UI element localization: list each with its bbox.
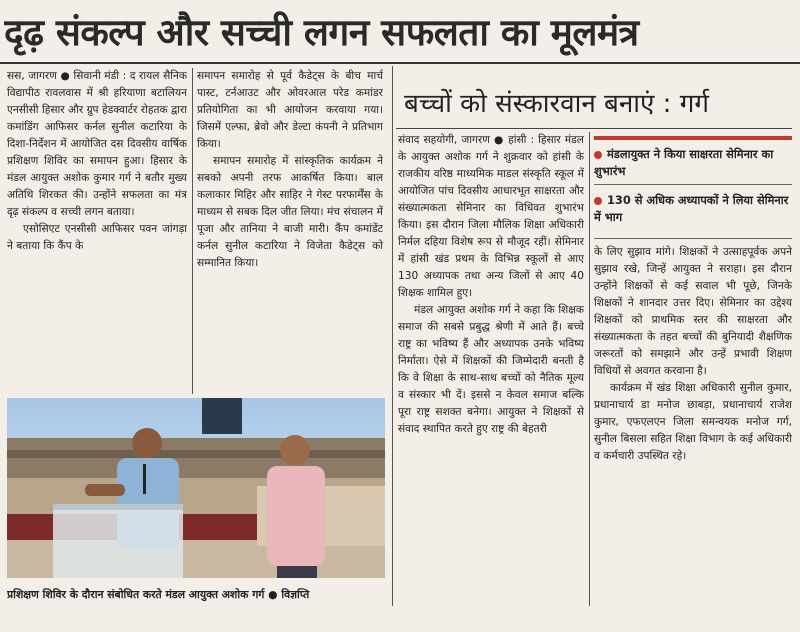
main-headline: दृढ़ संकल्प और सच्ची लगन सफलता का मूलमंत्र bbox=[4, 11, 639, 54]
highlight-separator-bottom bbox=[594, 238, 792, 239]
column-divider bbox=[192, 68, 193, 394]
story2-paragraph4: कार्यक्रम में खंड शिक्षा अधिकारी सुनील कुमार, प्रधानाचार्य डा मनोज छाबड़ा, प्रधानाचार्य राजेश कुमार, एफएलएन जिला समन्वयक मनोज गर्ग, सुनील बिसला सहित शिक्षा विभाग के कई अधिकारी व कर्मचारी उपस्थित रहे। bbox=[594, 382, 792, 462]
story2-paragraph3: के लिए सुझाव मांगे। शिक्षकों ने उत्साहपूर्वक अपने सुझाव रखे, जिन्हें आयुक्त ने सराहा। इस दौरान उन्होंने शिक्षकों से कई सवाल भी पूछे, जिनके शिक्षकों ने शानदार उत्तर दिए। सेमिनार का उद्देश्य शिक्षकों को प्राथमिक स्तर की साक्षरता और संख्यात्मकता के तहत बच्चों की बुनियादी शैक्षणिक जरूरतों को समझाने और उन्हें प्रभावी शिक्षण विधियों से अवगत करवाना है। bbox=[594, 246, 792, 377]
story1-paragraph3: समापन समारोह से पूर्व कैडेट्स के बीच मार्च पास्ट, टर्नआउट और ओवरआल परेड कमांडर प्रतियोगिता का भी आयोजन करवाया गया। जिसमें एल्फा, ब्रेवो और डेल्टा कंपनी ने प्रतिभाग किया। bbox=[197, 70, 383, 150]
highlight-bar bbox=[594, 136, 792, 140]
story2-column1 bbox=[398, 132, 584, 606]
subhead-rule bbox=[396, 128, 792, 129]
column-divider-2 bbox=[589, 132, 590, 606]
event-photo bbox=[7, 398, 385, 578]
bullet-icon bbox=[594, 151, 602, 159]
photo-illustration bbox=[7, 398, 385, 578]
highlight-item-1: मंडलायुक्त ने किया साक्षरता सेमिनार का शुभारंभ bbox=[594, 147, 774, 178]
story1-paragraph2: एसोसिएट एनसीसी आफिसर पवन जांगड़ा ने बताया कि कैंप के bbox=[7, 223, 187, 252]
story2-column2 bbox=[594, 244, 792, 606]
story1-paragraph1: सस, जागरण ● सिवानी मंडी : द रायल सैनिक विद्यापीठ रावलवास में श्री हरियाणा बटालियन एनसीसी हिसार और ग्रुप हेडक्वार्टर रोहतक द्वारा कमांडिंग आफिसर कर्नल सुनील कटारिया के दिशा-निर्देशन में आयोजित दस दिवसीय वार्षिक प्रशिक्षण शिविर का समापन हुआ। हिसार के मंडल आयुक्त अशोक कुमार गर्ग ने बतौर मुख्य अतिथि शिरकत की। उन्होंने सफलता का मंत्र दृढ़ संकल्प व सच्ची लगन बताया। bbox=[7, 70, 187, 218]
story2-paragraph2: मंडल आयुक्त अशोक गर्ग ने कहा कि शिक्षक समाज की सबसे प्रबुद्ध श्रेणी में आते हैं। बच्चे राष्ट्र का भविष्य हैं और अध्यापक उनके भविष्य निर्माता। ऐसे में शिक्षकों की जिम्मेदारी बनती है कि वे शिक्षा के साथ-साथ बच्चों को नैतिक मूल्य व संस्कार भी दें। इससे न केवल समाज बल्कि पूरा राष्ट्र सशक्त बनेगा। आयुक्त ने शिक्षकों से संवाद स्थापित करते हुए राष्ट्र की बेहतरी bbox=[398, 304, 584, 435]
story1-paragraph4: समापन समारोह में सांस्कृतिक कार्यक्रम ने सबको अपनी तरफ आकर्षित किया। बाल कलाकार मिहिर और साहिर ने गेस्ट परफार्मेंस के माध्यम से सबक दिल जीत लिया। मंच संचालन में पूजा और तानिया ने बाजी मारी। कैंप कमांडेंट कर्नल सुनील कटारिया ने विजेता कैडेट्स को सम्मानित किया। bbox=[197, 155, 383, 269]
story2-paragraph1: संवाद सहयोगी, जागरण ● हांसी : हिसार मंडल के आयुक्त अशोक गर्ग ने शुक्रवार को हांसी के राजकीय वरिष्ठ माध्यमिक माडल संस्कृति स्कूल में आयोजित पांच दिवसीय आधारभूत साक्षरता और संख्यात्मकता सेमिनार का विधिवत शुभारंभ किया। इस दौरान जिला मौलिक शिक्षा अधिकारी निर्मल दहिया विशेष रूप से मौजूद रहीं। सेमिनार में हांसी खंड प्रथम के विभिन्न स्कूलों से आए 130 अध्यापक तथा अन्य जिलों से आए 40 शिक्षक शामिल हुए। bbox=[398, 134, 584, 299]
headline-rule bbox=[0, 62, 800, 64]
story-divider bbox=[392, 66, 393, 606]
photo-caption: प्रशिक्षण शिविर के दौरान संबोधित करते मंडल आयुक्त अशोक गर्ग ● विज्ञप्ति bbox=[7, 588, 310, 601]
highlight-item-2: 130 से अधिक अध्यापकों ने लिया सेमिनार में भाग bbox=[594, 193, 789, 224]
bullet-icon bbox=[594, 197, 602, 205]
story1-column1 bbox=[7, 68, 187, 393]
story2-headline: बच्चों को संस्कारवान बनाएं : गर्ग bbox=[404, 89, 709, 119]
story1-column2 bbox=[197, 68, 383, 393]
highlight-separator bbox=[594, 184, 792, 185]
